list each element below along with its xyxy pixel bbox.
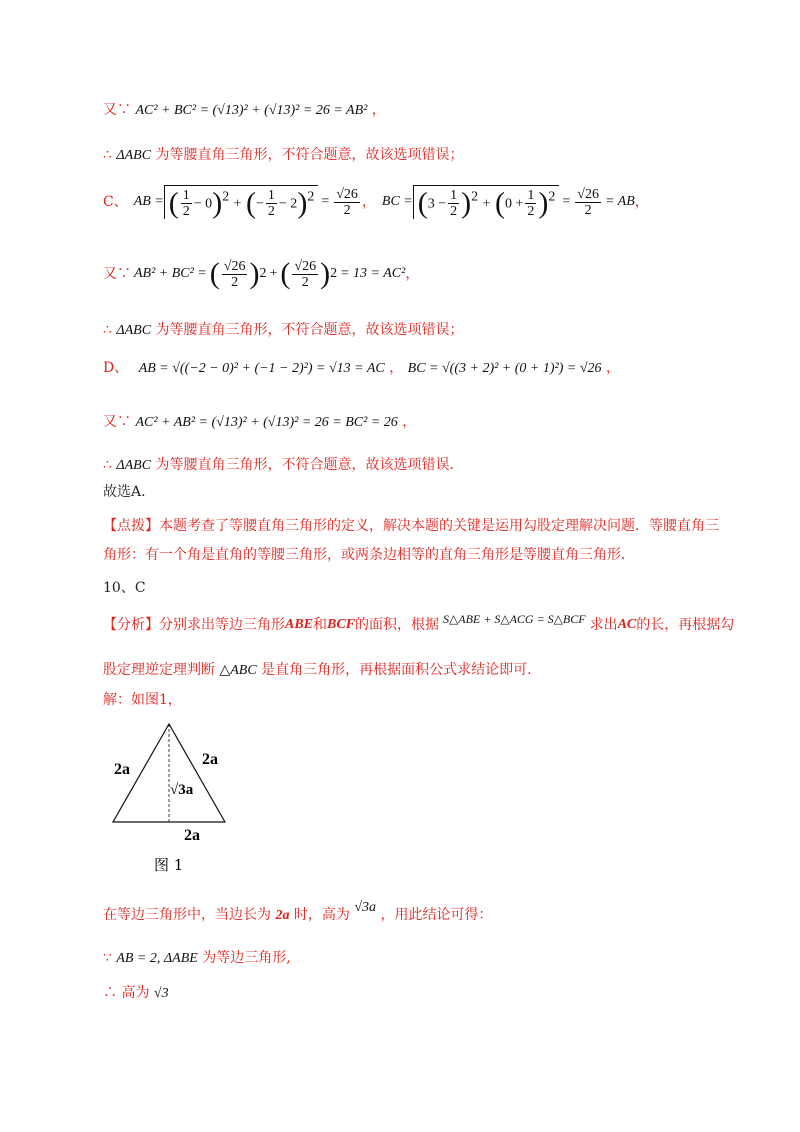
because-symbol: ∵ bbox=[103, 950, 112, 966]
answer-line: 故选A. bbox=[103, 484, 146, 500]
line-8-text: 为等腰直角三角形，不符合题意，故该选项错误. bbox=[155, 457, 454, 473]
line-1 bbox=[103, 100, 386, 121]
solution-intro: 解：如图1， bbox=[103, 692, 182, 708]
line-7-post: ， bbox=[402, 414, 417, 430]
analysis-line-1 bbox=[103, 610, 734, 640]
l4-n1: √26 bbox=[223, 258, 246, 274]
c-bc-result-den: 2 bbox=[584, 202, 592, 218]
analysis-ac: AC bbox=[617, 617, 637, 632]
c-bc-head: BC = bbox=[381, 194, 413, 209]
l4-tail: = 13 = AC² bbox=[340, 266, 406, 281]
line-7-math: AC² + AB² = (√13)² + (√13)² = 26 = BC² = 26 bbox=[135, 415, 398, 430]
line-6-option-d bbox=[103, 358, 620, 379]
c-f3-num: 1 bbox=[450, 188, 458, 203]
triangle-diagram bbox=[108, 718, 248, 878]
c-bc-radical: (3 − $\frac{1}{2}$ )$^2$ + (0 + $\frac{1}{2}$ )$^2$ bbox=[413, 185, 560, 219]
therefore-symbol: ∴ bbox=[103, 147, 112, 163]
line-4-prefix: 又∵ bbox=[103, 266, 131, 282]
option-c-label: C、 bbox=[103, 194, 128, 210]
figure-caption: 图 1 bbox=[154, 856, 184, 874]
line-5 bbox=[103, 320, 464, 341]
height-line bbox=[103, 983, 169, 1004]
c-bc-a: 3 − bbox=[427, 196, 447, 212]
c-f1-num: 1 bbox=[182, 188, 190, 203]
c-f1-den: 2 bbox=[182, 204, 190, 219]
d-post: ， bbox=[605, 360, 620, 376]
line-8 bbox=[103, 455, 454, 476]
c-ab-mid1: − 0 bbox=[193, 196, 213, 212]
line-7-prefix: 又∵ bbox=[103, 414, 131, 430]
line-2 bbox=[103, 145, 464, 166]
right-side-label: 2a bbox=[202, 751, 218, 768]
c-bc-tail: = AB bbox=[604, 194, 635, 209]
therefore-symbol: ∴ bbox=[103, 322, 112, 338]
c-f4-num: 1 bbox=[527, 188, 535, 203]
analysis-abe: ABE bbox=[285, 617, 314, 632]
d-ab: AB = √((−2 − 0)² + (−1 − 2)²) = √13 = AC bbox=[138, 361, 385, 376]
analysis-line-2 bbox=[103, 660, 532, 681]
triangle-abc: ΔABC bbox=[116, 148, 152, 163]
c-f2-den: 2 bbox=[267, 204, 275, 219]
l4-n2: √26 bbox=[294, 258, 317, 274]
height-value: √3 bbox=[153, 986, 169, 1001]
conclusion-t3: ，用此结论可得： bbox=[380, 907, 493, 923]
l4-d2: 2 bbox=[301, 274, 309, 290]
c-ab-result-num: √26 bbox=[336, 186, 358, 202]
analysis-t3: 求出 bbox=[589, 617, 618, 633]
triangle-abc: ΔABC bbox=[116, 458, 152, 473]
analysis-t1: 分别求出等边三角形 bbox=[159, 617, 285, 633]
conclusion-t1: 在等边三角形中，当边长为 bbox=[103, 907, 271, 923]
tip-tag: 【点拨】 bbox=[103, 518, 159, 534]
left-side-label: 2a bbox=[114, 761, 130, 778]
tip-text: 本题考查了等腰直角三角形的定义，解决本题的关键是运用勾股定理解决问题．等腰直角三 bbox=[159, 518, 719, 534]
line-4: 又∵ AB² + BC² = ( $\frac{√26}{2}$ ) 2 + ( $\frac{√26}{2}$ ) 2 = 13 = AC² ， bbox=[103, 257, 420, 290]
line-5-text: 为等腰直角三角形，不符合题意，故该选项错误； bbox=[155, 322, 464, 338]
because-line bbox=[103, 948, 291, 969]
conclusion-line bbox=[103, 900, 493, 926]
analysis-l2-triangle: △ABC bbox=[219, 663, 257, 678]
c-ab-head: AB = bbox=[133, 194, 164, 209]
line-7 bbox=[103, 412, 416, 433]
analysis-t2: 的面积，根据 bbox=[355, 617, 440, 633]
analysis-area-equation: S△ABE + S△ACG = S△BCF bbox=[443, 612, 586, 626]
c-post: ， bbox=[634, 194, 649, 210]
analysis-bcf: BCF bbox=[327, 617, 356, 632]
analysis-t4: 的长，再根据勾 bbox=[636, 617, 735, 633]
c-bc-result-num: √26 bbox=[577, 186, 599, 202]
line-1-math: AC² + BC² = (√13)² + (√13)² = 26 = AB² bbox=[135, 103, 368, 118]
analysis-and: 和 bbox=[313, 617, 328, 633]
line-4-head: AB² + BC² = bbox=[134, 266, 207, 281]
c-ab-mid3: − 2 bbox=[278, 196, 298, 212]
height-text: 高为 bbox=[121, 985, 150, 1001]
c-ab-radical: ( $\frac{1}{2}$ − 0)$^2$ + (− $\frac{1}{2}$ − 2)$^2$ bbox=[164, 185, 319, 219]
height-label: √3a bbox=[170, 782, 194, 798]
triangle-abc: ΔABC bbox=[116, 323, 152, 338]
c-ab-result-den: 2 bbox=[343, 202, 351, 218]
option-d-label: D、 bbox=[103, 360, 129, 376]
line-2-text: 为等腰直角三角形，不符合题意，故该选项错误； bbox=[155, 147, 464, 163]
l4-post: ， bbox=[405, 266, 420, 282]
tip-line-1 bbox=[103, 516, 719, 536]
because-math: AB = 2, ΔABE bbox=[116, 951, 198, 966]
c-f3-den: 2 bbox=[450, 204, 458, 219]
c-f4-den: 2 bbox=[527, 204, 535, 219]
d-separator: ， bbox=[389, 360, 404, 376]
c-separator: ， bbox=[361, 194, 376, 210]
line-1-post: ， bbox=[371, 102, 386, 118]
c-bc-b: + bbox=[482, 196, 491, 212]
question-number: 10、C bbox=[103, 580, 146, 596]
analysis-l2-t1: 股定理逆定理判断 bbox=[103, 662, 215, 678]
conclusion-side: 2a bbox=[275, 908, 290, 923]
conclusion-height: √3a bbox=[354, 900, 377, 915]
l4-plus: + bbox=[269, 266, 278, 281]
analysis-l2-t2: 是直角三角形，再根据面积公式求结论即可. bbox=[261, 662, 532, 678]
l4-d1: 2 bbox=[231, 274, 239, 290]
c-f2-num: 1 bbox=[267, 188, 275, 203]
base-label: 2a bbox=[184, 827, 200, 844]
therefore-symbol: ∴ bbox=[103, 985, 117, 1001]
because-text: 为等边三角形, bbox=[202, 950, 291, 966]
analysis-tag: 【分析】 bbox=[103, 617, 159, 633]
therefore-symbol: ∴ bbox=[103, 457, 112, 473]
tip-line-2: 角形：有一个角是直角的等腰三角形，或两条边相等的直角三角形是等腰直角三角形． bbox=[103, 547, 635, 563]
c-bc-c: 0 + bbox=[504, 196, 524, 212]
d-bc: BC = √((3 + 2)² + (0 + 1)²) = √26 bbox=[407, 361, 602, 376]
equilateral-triangle-figure bbox=[108, 718, 248, 882]
line-1-prefix: 又∵ bbox=[103, 102, 131, 118]
conclusion-t2: 时，高为 bbox=[293, 907, 350, 923]
c-ab-mid2: + bbox=[233, 196, 242, 212]
line-3-option-c: C、 AB = ( $\frac{1}{2}$ − 0)$^2$ + (− $\frac{1}{2}$ − 2)$^2$ = $\frac{√26}{2}$ ， BC = (3 − $\frac{1}{2}$ )$^2$ + (0 + $\frac{1}{2}$ )$^2$ = $\frac{√26}{2}$ = AB ， bbox=[103, 186, 649, 220]
